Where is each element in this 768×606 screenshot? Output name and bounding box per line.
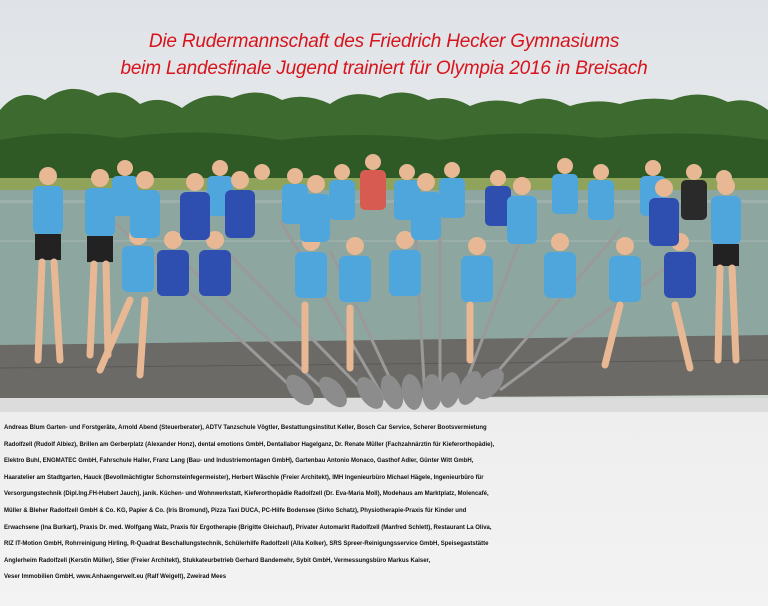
sponsor-line: Erwachsene (Ina Burkart), Praxis Dr. med. Wolfgang Walz, Praxis für Ergotherapie (Brigitte Gleichauf), Privater Automarkt Radolfzell (Manfred Schlett), Restaurant La Oliva,: [4, 524, 492, 531]
sponsor-line: Müller & Bleher Radolfzell GmbH & Co. KG, Papier & Co. (Iris Bromund), Pizza Taxi DUCA, PC-Hilfe Bodensee (Sirko Schatz), Physiotherapie-Praxis für Kinder und: [4, 507, 467, 514]
sponsor-line: Andreas Blum Garten- und Forstgeräte, Arnold Abend (Steuerberater), ADTV Tanzschule Vögtler, Bestattungsinstitut Keller, Bosch Car Service, Scherer Bootsvermietung: [4, 425, 487, 431]
sponsor-line: RIZ IT-Motion GmbH, Rohrreinigung Hirling, R-Quadrat Beschallungstechnik, Schülerhilfe Radolfzell (Alla Kolker), SRS Spreer-Reinigungsservice GmbH, Speisegaststätte: [4, 541, 489, 548]
sponsor-line: Haaratelier am Stadtgarten, Hauck (Bevollmächtigter Schornsteinfegermeister), Herbert Wäschle (Freier Architekt), IMH Ingenieurbüro Michael Hägele, Ingenieurbüro für: [4, 474, 484, 481]
sponsor-list: [0, 412, 768, 606]
title-line-2: beim Landesfinale Jugend trainiert für Olympia 2016 in Breisach: [120, 58, 648, 79]
sponsor-text: [4, 420, 766, 586]
sponsor-line: Elektro Buhl, ENGMATEC GmbH, Fahrschule Haller, Franz Lang (Bau- und Industriemontagen GmbH), Gartenbau Antonio Monaco, Gasthof Adler, Günter Witt GmbH,: [4, 458, 474, 465]
title-line-1: Die Rudermannschaft des Friedrich Hecker Gymnasiums: [148, 31, 620, 52]
sponsor-line: Versorgungstechnik (Dipl.Ing.FH-Hubert Jauch), janik. Küchen- und Wohnwerkstatt, Kieferorthopädie Radolfzell (Dr. Eva-Maria Moll), Modehaus am Marktplatz, Molencafé,: [4, 491, 489, 498]
sponsor-line: Veser Immobilien GmbH, www.Anhaengerwelt.eu (Ralf Weigelt), Zweirad Mees: [4, 574, 227, 581]
sponsor-line: Radolfzell (Rudolf Albiez), Brillen am Gerberplatz (Alexander Honz), dental emotions GmbH, Dentallabor Hagelganz, Dr. Renate Müller (Fachzahnärztin für Kieferorthopädie),: [4, 441, 495, 448]
sponsor-line: Anglerheim Radolfzell (Kerstin Müller), Stier (Freier Architekt), Stukkateurbetrieb Gerhard Bandemehr, Sybit GmbH, Vermessungsbüro Markus Kaiser,: [4, 557, 431, 564]
